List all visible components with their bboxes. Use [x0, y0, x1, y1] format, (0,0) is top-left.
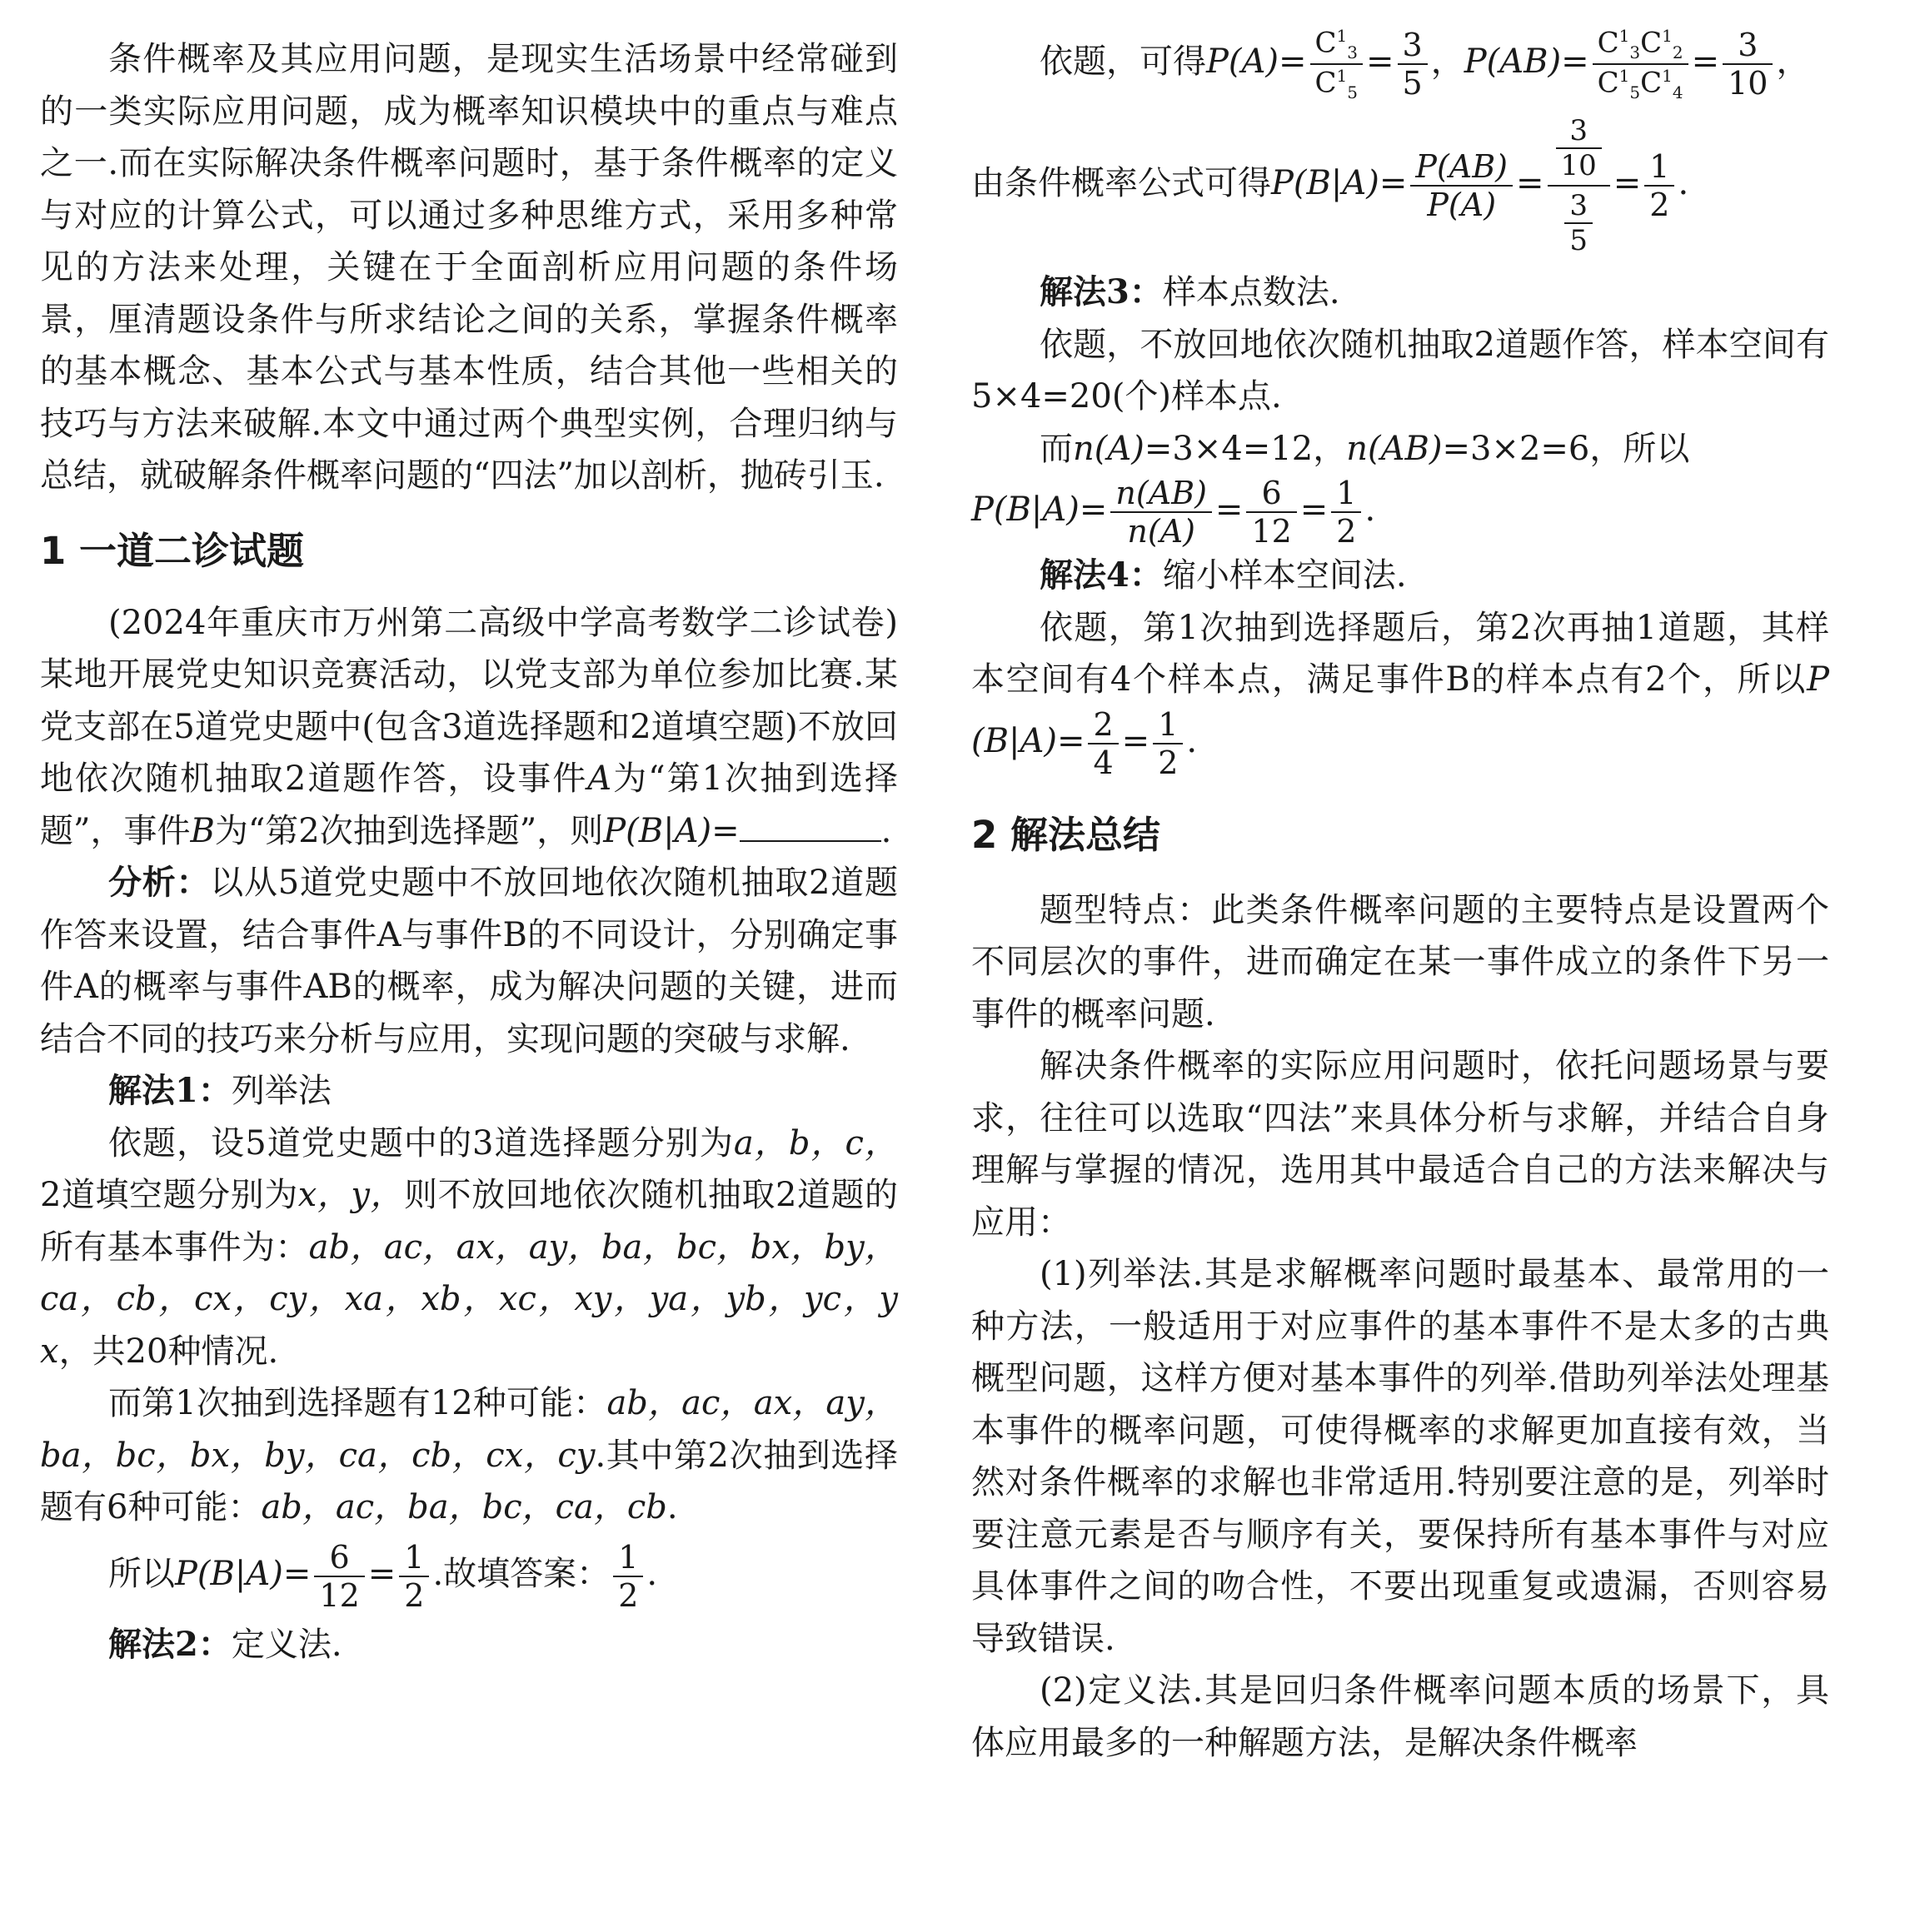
- problem-statement: (2024年重庆市万州第二高级中学高考数学二诊试卷)某地开展党史知识竞赛活动，以党支部为单位参加比赛.某党支部在5道党史题中(包含3道选择题和2道填空题)不放回地依次随机抽取2道题作答，设事件A为“第1次抽到选择题”，事件B为“第2次抽到选择题”，则P(B|A)= .: [40, 603, 898, 850]
- section-1-heading: 1 一道二诊试题: [40, 528, 304, 573]
- fraction-3-5-inner: $\frac{3}{5}$: [1564, 189, 1593, 257]
- fraction-nab-na: $\frac{n(AB)}{n(A)}$: [1110, 475, 1212, 550]
- fraction-answer-1-2: $\frac{1}{2}$: [613, 1539, 643, 1614]
- answer-blank: [740, 810, 881, 842]
- method-3-counts: 而n(A)=3×4=12，n(AB)=3×2=6，所以: [1040, 429, 1690, 468]
- method-1-result: 所以P(B|A)= $\frac{6}{12}$ = $\frac{1}{2}$ .故填答案： $\frac{1}{2}$ .: [108, 1538, 658, 1614]
- fraction-6-12: $\frac{6}{12}$: [314, 1539, 364, 1614]
- method-1-subset: 而第1次抽到选择题有12种可能：ab，ac，ax，ay，ba，bc，bx，by，ca，cb，cx，cy.其中第2次抽到选择题有6种可能：ab，ac，ba，bc，ca，cb.: [40, 1384, 898, 1526]
- fraction-3-10-inner: $\frac{3}{10}$: [1556, 114, 1602, 182]
- section-2-heading: 2 解法总结: [971, 812, 1160, 857]
- method-3-sample-space: 依题，不放回地依次随机抽取2道题作答，样本空间有5×4=20(个)样本点.: [971, 325, 1829, 416]
- fraction-3-10: $\frac{3}{10}$: [1723, 27, 1773, 102]
- analysis-paragraph: 分析：以从5道党史题中不放回地依次随机抽取2道题作答来设置，结合事件A与事件B的不同设计，分别确定事件A的概率与事件AB的概率，成为解决问题的关键，进而结合不同的技巧来分析与应用，实现问题的突破与求解.: [40, 863, 898, 1058]
- summary-enumeration-method: (1)列举法.其是求解概率问题时最基本、最常用的一种方法，一般适用于对应事件的基本事件不是太多的古典概型问题，这样方便对基本事件的列举.借助列举法处理基本事件的概率问题，可使得概率的求解更加直接有效，当然对条件概率的求解也非常适用.特别要注意的是，列举时要注意元素是否与顺序有关，要保持所有基本事件与对应具体事件之间的吻合性，不要出现重复或遗漏，否则容易导致错误.: [971, 1255, 1829, 1658]
- fraction-3-5: $\frac{3}{5}$: [1398, 27, 1428, 102]
- summary-definition-method: (2)定义法.其是回归条件概率问题本质的场景下，具体应用最多的一种解题方法，是解决条件概率: [971, 1671, 1829, 1762]
- method-3-result: P(B|A)= $\frac{n(AB)}{n(A)}$ = $\frac{6}{12}$ = $\frac{1}{2}$ .: [971, 475, 1376, 550]
- fraction-half-m4: $\frac{1}{2}$: [1153, 706, 1183, 781]
- fraction-comb-pab: $\frac{C^1_3C^1_2}{C^1_5C^1_4}$: [1593, 25, 1688, 103]
- method-2-probabilities: 依题，可得P(A)= $\frac{C^1_3}{C^1_5}$ = $\frac{3}{5}$ ，P(AB)= $\frac{C^1_3C^1_2}{C^1_5C^1_4}$ = $\frac{3}{10}$ ，: [1040, 26, 1810, 103]
- method-2-heading: 解法2：定义法.: [108, 1624, 342, 1664]
- fraction-2-4: $\frac{2}{4}$: [1088, 706, 1118, 781]
- fraction-half-m2: $\frac{1}{2}$: [1644, 148, 1674, 223]
- method-4-heading: 解法4：缩小样本空间法.: [1040, 555, 1407, 595]
- method-1-heading: 解法1：列举法: [108, 1071, 332, 1110]
- left-column: [40, 33, 898, 1671]
- right-column: [971, 26, 1829, 1769]
- fraction-compound: [1548, 112, 1610, 260]
- method-4-paragraph: 依题，第1次抽到选择题后，第2次再抽1道题，其样本空间有4个样本点，满足事件B的样本点有2个，所以P(B|A)= $\frac{2}{4}$ = $\frac{1}{2}$ .: [971, 608, 1829, 781]
- summary-approach: 解决条件概率的实际应用问题时，依托问题场景与要求，往往可以选取“四法”来具体分析与求解，并结合自身理解与掌握的情况，选用其中最适合自己的方法来解决与应用：: [971, 1047, 1829, 1242]
- fraction-1-2: $\frac{1}{2}$: [399, 1539, 429, 1614]
- fraction-6-12-m3: $\frac{6}{12}$: [1246, 475, 1296, 550]
- fraction-half-m3: $\frac{1}{2}$: [1331, 475, 1361, 550]
- method-1-enumeration: 依题，设5道党史题中的3道选择题分别为a，b，c，2道填空题分别为x，y，则不放回地依次随机抽取2道题的所有基本事件为：ab，ac，ax，ay，ba，bc，bx，by，ca，cb，cx，cy，xa，xb，xc，xy，ya，yb，yc，yx，共20种情况.: [40, 1123, 899, 1371]
- summary-features: 题型特点：此类条件概率问题的主要特点是设置两个不同层次的事件，进而确定在某一事件成立的条件下另一事件的概率问题.: [971, 890, 1829, 1033]
- fraction-comb-pa: $\frac{C^1_3}{C^1_5}$: [1310, 25, 1363, 103]
- method-2-conditional: 由条件概率公式可得P(B|A)= $\frac{P(AB)}{P(A)}$ = $\frac{\frac{3}{10}}{\frac{3}{5}}$ = $\frac{1}{2}$ .: [971, 112, 1829, 260]
- intro-paragraph: 条件概率及其应用问题，是现实生活场景中经常碰到的一类实际应用问题，成为概率知识模块中的重点与难点之一.而在实际解决条件概率问题时，基于条件概率的定义与对应的计算公式，可以通过多种思维方式，采用多种常见的方法来处理，关键在于全面剖析应用问题的条件场景，厘清题设条件与所求结论之间的关系，掌握条件概率的基本概念、基本公式与基本性质，结合其他一些相关的技巧与方法来破解.本文中通过两个典型实例，合理归纳与总结，就破解条件概率问题的“四法”加以剖析，抛砖引玉.: [40, 40, 898, 495]
- method-3-heading: 解法3：样本点数法.: [1040, 272, 1340, 312]
- fraction-pab-pa: $\frac{P(AB)}{P(A)}$: [1410, 148, 1513, 223]
